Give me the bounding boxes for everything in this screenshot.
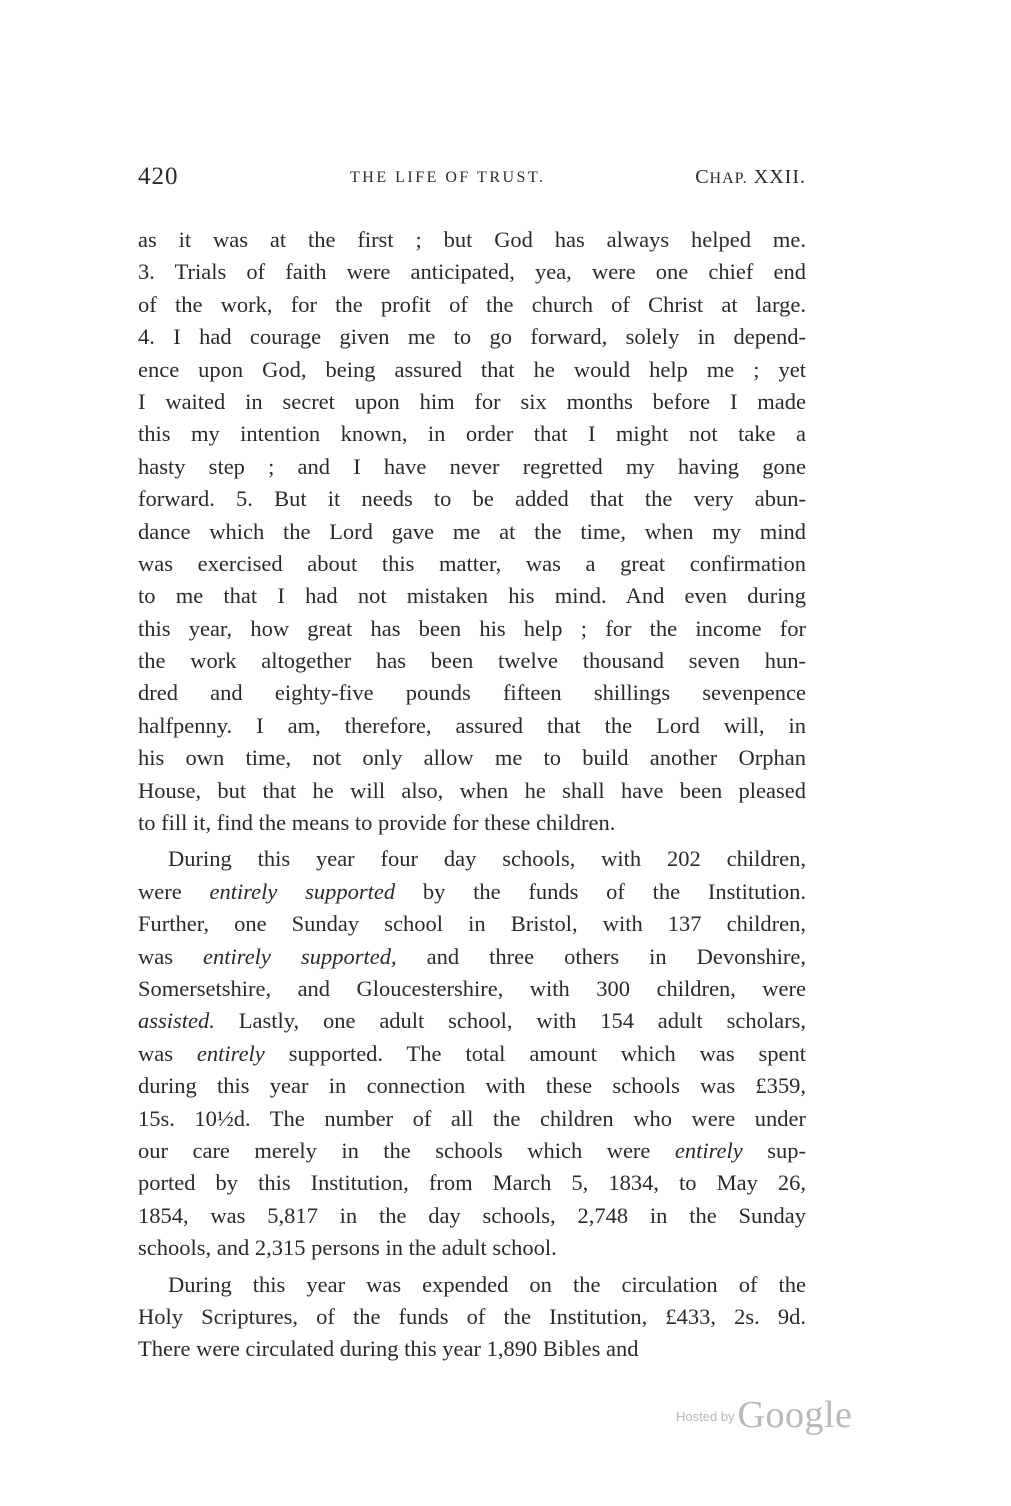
text-run: the work altogether has been twelve thousand seven hun- bbox=[138, 648, 806, 674]
text-run: this year, how great has been his help ; for the income for bbox=[138, 615, 806, 641]
text-line bbox=[138, 289, 806, 321]
text-run: of the work, for the profit of the church of Christ at large. bbox=[138, 291, 806, 317]
text-run: dance which the Lord gave me at the time, when my mind bbox=[138, 518, 806, 544]
body-text bbox=[138, 224, 806, 1366]
text-run: sup- bbox=[742, 1137, 807, 1163]
text-line bbox=[138, 1301, 806, 1333]
text-line bbox=[138, 418, 806, 450]
text-run: 3. Trials of faith were anticipated, yea, were one chief end bbox=[138, 259, 806, 285]
text-run: Further, one Sunday school in Bristol, with 137 children, bbox=[138, 911, 806, 937]
text-run: schools, and 2,315 persons in the adult school. bbox=[138, 1235, 557, 1261]
text-line bbox=[138, 645, 806, 677]
italic-text-run: entirely bbox=[196, 1040, 265, 1066]
text-run: our care merely in the schools which were bbox=[138, 1137, 675, 1163]
text-line bbox=[138, 354, 806, 386]
text-run: Somersetshire, and Gloucestershire, with 300 children, were bbox=[138, 975, 806, 1001]
text-run: During this year was expended on the circulation of the bbox=[168, 1271, 806, 1297]
text-line bbox=[138, 908, 806, 940]
text-run: were bbox=[138, 878, 210, 904]
running-head bbox=[138, 163, 806, 199]
text-run: this my intention known, in order that I might not take a bbox=[138, 421, 806, 447]
text-line bbox=[138, 742, 806, 774]
page-number: 420 bbox=[138, 163, 179, 190]
text-run: Lastly, one adult school, with 154 adult scholars, bbox=[214, 1008, 806, 1034]
hosted-by-google-watermark bbox=[676, 1393, 853, 1436]
text-line bbox=[138, 1232, 806, 1264]
text-run: by the funds of the Institution. bbox=[395, 878, 806, 904]
text-run: Holy Scriptures, of the funds of the Institution, £433, 2s. 9d. bbox=[138, 1303, 806, 1329]
text-run: his own time, not only allow me to build another Orphan bbox=[138, 745, 806, 771]
text-run: 4. I had courage given me to go forward, solely in depend- bbox=[138, 324, 806, 350]
text-line bbox=[138, 483, 806, 515]
italic-text-run: entirely bbox=[674, 1137, 743, 1163]
text-run: ence upon God, being assured that he would help me ; yet bbox=[138, 356, 806, 382]
text-run: I waited in secret upon him for six months before I made bbox=[138, 388, 806, 414]
text-line bbox=[138, 224, 806, 256]
text-line bbox=[138, 1005, 806, 1037]
text-line bbox=[138, 1167, 806, 1199]
chapter-reference: CHAP. XXII. bbox=[695, 166, 806, 188]
text-line bbox=[138, 710, 806, 742]
running-title: THE LIFE OF TRUST. bbox=[350, 169, 546, 186]
text-run: was exercised about this matter, was a great confirmation bbox=[138, 550, 806, 576]
text-run: There were circulated during this year 1,890 Bibles and bbox=[138, 1336, 639, 1362]
text-run: House, but that he will also, when he shall have been pleased bbox=[138, 777, 806, 803]
text-run: supported. The total amount which was spent bbox=[264, 1040, 806, 1066]
text-run: and three others in Devonshire, bbox=[396, 943, 807, 969]
text-line bbox=[138, 613, 806, 645]
text-line bbox=[138, 973, 806, 1005]
text-run: halfpenny. I am, therefore, assured that the Lord will, in bbox=[138, 712, 806, 738]
text-line bbox=[138, 1038, 806, 1070]
text-run: hasty step ; and I have never regretted my having gone bbox=[138, 453, 806, 479]
text-line bbox=[138, 807, 806, 839]
italic-text-run: entirely supported, bbox=[203, 943, 397, 969]
text-line bbox=[138, 1333, 806, 1365]
italic-text-run: assisted. bbox=[138, 1008, 215, 1034]
text-run: 15s. 10½d. The number of all the children who were under bbox=[138, 1105, 806, 1131]
text-line bbox=[138, 1200, 806, 1232]
text-line bbox=[138, 451, 806, 483]
text-line bbox=[138, 386, 806, 418]
text-line bbox=[138, 1103, 806, 1135]
text-line bbox=[138, 941, 806, 973]
text-line bbox=[138, 775, 806, 807]
text-run: to me that I had not mistaken his mind. And even during bbox=[138, 583, 806, 609]
text-run: During this year four day schools, with 202 children, bbox=[168, 846, 806, 872]
text-run: was bbox=[138, 943, 204, 969]
text-run: 1854, was 5,817 in the day schools, 2,748 in the Sunday bbox=[138, 1202, 806, 1228]
text-run: was bbox=[138, 1040, 197, 1066]
text-line bbox=[138, 677, 806, 709]
text-line bbox=[138, 1269, 806, 1301]
text-line bbox=[138, 516, 806, 548]
text-run: to fill it, find the means to provide for these children. bbox=[138, 810, 616, 836]
text-run: during this year in connection with these schools was £359, bbox=[138, 1073, 806, 1099]
text-line bbox=[138, 876, 806, 908]
text-run: as it was at the first ; but God has always helped me. bbox=[138, 227, 806, 252]
text-line bbox=[138, 548, 806, 580]
text-line bbox=[138, 843, 806, 875]
text-run: forward. 5. But it needs to be added that the very abun- bbox=[138, 486, 806, 512]
text-run: ported by this Institution, from March 5, 1834, to May 26, bbox=[138, 1170, 806, 1196]
text-line bbox=[138, 580, 806, 612]
hosted-by-label: Hosted by bbox=[676, 1409, 735, 1424]
paragraph bbox=[138, 224, 806, 839]
italic-text-run: entirely supported bbox=[209, 878, 396, 904]
paragraph bbox=[138, 1269, 806, 1366]
text-line bbox=[138, 321, 806, 353]
text-run: dred and eighty-five pounds fifteen shillings sevenpence bbox=[138, 680, 806, 706]
text-line bbox=[138, 1070, 806, 1102]
text-line bbox=[138, 1135, 806, 1167]
google-logo-text: Google bbox=[737, 1394, 853, 1436]
paragraph bbox=[138, 843, 806, 1264]
text-line bbox=[138, 256, 806, 288]
